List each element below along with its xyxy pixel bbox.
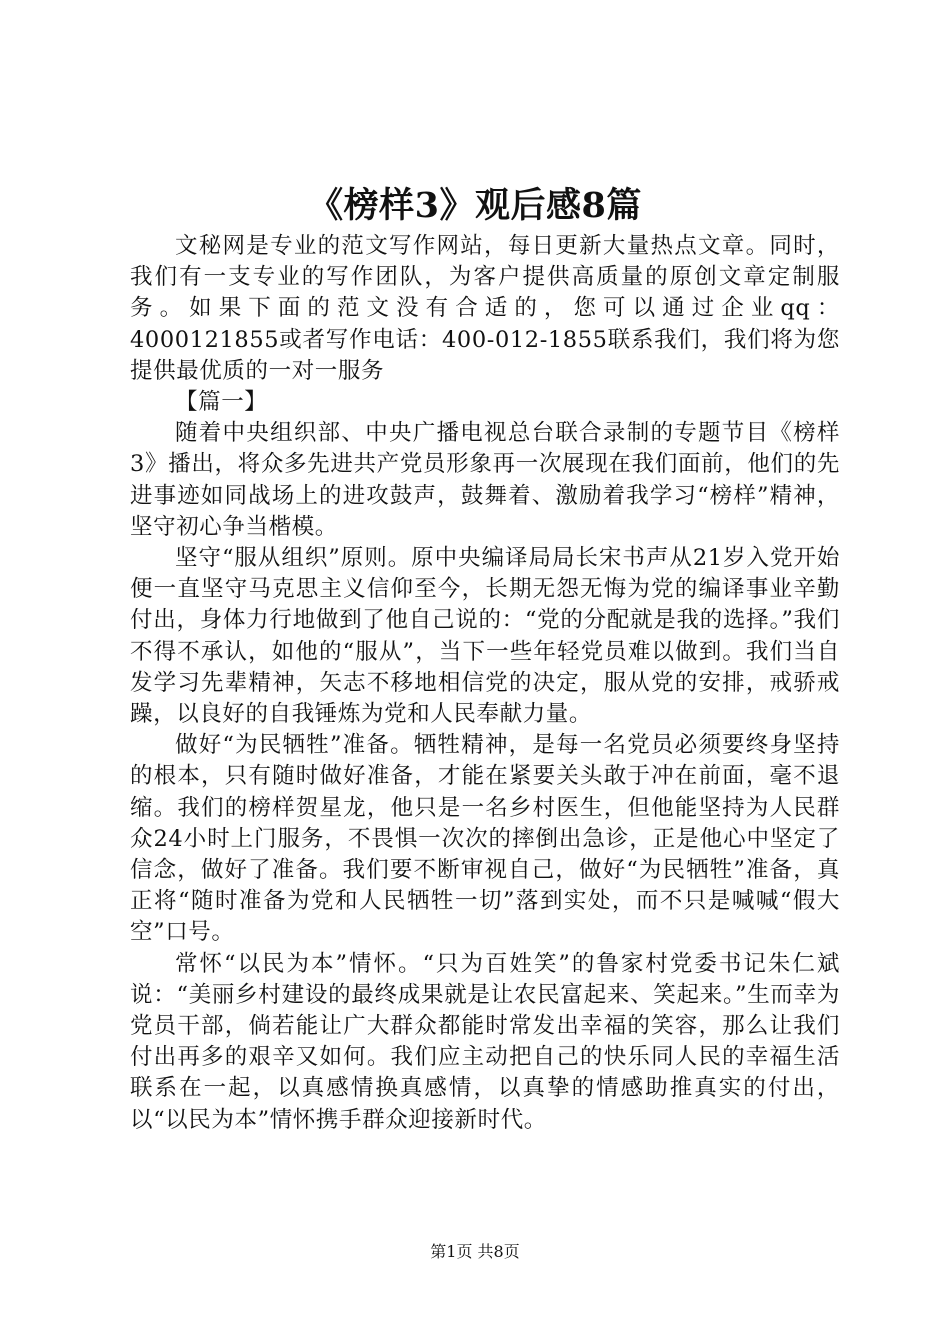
document-body [130,231,840,1136]
body-paragraph-2: 坚守“服从组织”原则。原中央编译局局长宋书声从21岁入党开始便一直坚守马克思主义信仰至今，长期无怨无悔为党的编译事业辛勤付出，身体力行地做到了他自己说的：“党的分配就是我的选择。”我们不得不承认，如他的“服从”，当下一些年轻党员难以做到。我们当自发学习先辈精神，矢志不移地相信党的决定，服从党的安排，戒骄戒躁，以良好的自我锤炼为党和人民奉献力量。 [130,545,840,728]
section-heading: 【篇一】 [175,389,268,416]
body-paragraph-3: 做好“为民牺牲”准备。牺牲精神，是每一名党员必须要终身坚持的根本，只有随时做好准备，才能在紧要关头敢于冲在前面，毫不退缩。我们的榜样贺星龙，他只是一名乡村医生，但他能坚持为人民群众24小时上门服务，不畏惧一次次的摔倒出急诊，正是他心中坚定了信念，做好了准备。我们要不断审视自己，做好“为民牺牲”准备，真正将“随时准备为党和人民牺牲一切”落到实处，而不只是喊喊“假大空”口号。 [130,732,840,946]
body-paragraph-1: 随着中央组织部、中央广播电视总台联合录制的专题节目《榜样3》播出，将众多先进共产党员形象再一次展现在我们面前，他们的先进事迹如同战场上的进攻鼓声，鼓舞着、激励着我学习“榜样”精神，坚守初心争当楷模。 [130,420,840,540]
intro-paragraph: 文秘网是专业的范文写作网站，每日更新大量热点文章。同时，我们有一支专业的写作团队，为客户提供高质量的原创文章定制服务。如果下面的范文没有合适的，您可以通过企业qq：4000121855或者写作电话：400-012-1855联系我们，我们将为您提供最优质的一对一服务 [130,233,840,384]
page-footer: 第1页 共8页 [430,1242,520,1261]
document-title: 《榜样3》观后感8篇 [308,185,642,226]
body-paragraph-4: 常怀“以民为本”情怀。“只为百姓笑”的鲁家村党委书记朱仁斌说：“美丽乡村建设的最终成果就是让农民富起来、笑起来。”生而幸为党员干部，倘若能让广大群众都能时常发出幸福的笑容，那么让我们付出再多的艰辛又如何。我们应主动把自己的快乐同人民的幸福生活联系在一起，以真感情换真感情，以真挚的情感助推真实的付出，以“以民为本”情怀携手群众迎接新时代。 [130,950,840,1133]
